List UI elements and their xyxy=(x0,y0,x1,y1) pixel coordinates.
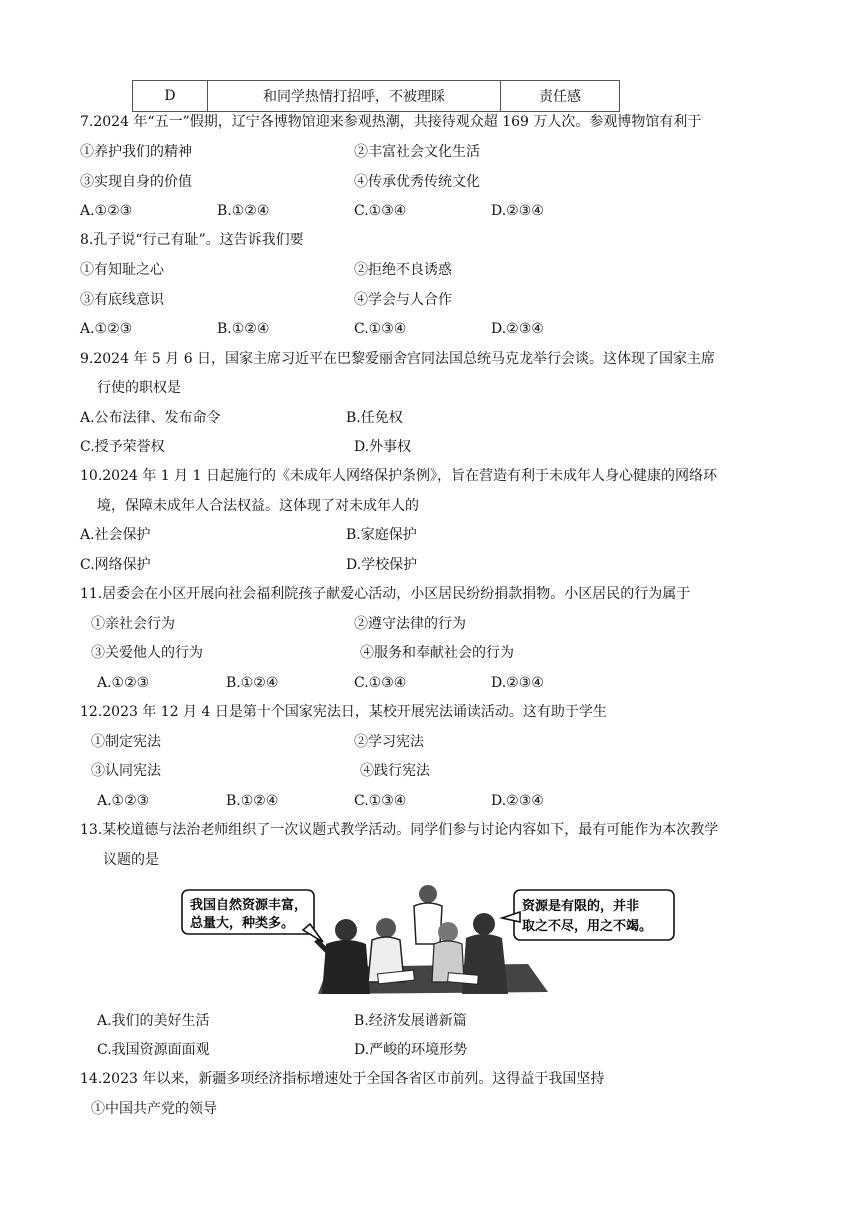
q11-opt4: ④服务和奉献社会的行为 xyxy=(360,645,514,661)
q11-choice-b[interactable]: B.①②④ xyxy=(226,675,279,691)
q8-opt3: ③有底线意识 xyxy=(80,292,164,308)
q7-choice-a[interactable]: A.①②③ xyxy=(80,203,133,219)
bubble-left-line2: 总量大，种类多。 xyxy=(190,916,295,931)
q8-choice-d[interactable]: D.②③④ xyxy=(491,321,544,337)
q9-choice-a[interactable]: A.公布法律、发布命令 xyxy=(80,410,221,426)
q7-opt4: ④传承优秀传统文化 xyxy=(354,174,480,190)
q8-choice-c[interactable]: C.①③④ xyxy=(354,321,407,337)
bubble-left-line1: 我国自然资源丰富， xyxy=(190,898,308,913)
q12-opt4: ④践行宪法 xyxy=(360,763,430,779)
q9-choice-c[interactable]: C.授予荣誉权 xyxy=(80,439,165,455)
q11-opt3: ③关爱他人的行为 xyxy=(91,645,203,661)
student-three-head xyxy=(438,922,458,942)
student-left-head xyxy=(335,919,357,941)
bubble-right-line1: 资源是有限的，并非 xyxy=(522,899,640,914)
q13-choice-b[interactable]: B.经济发展谱新篇 xyxy=(354,1013,467,1029)
q7-opt3: ③实现自身的价值 xyxy=(80,174,192,190)
q14-stem: 14.2023 年以来，新疆多项经济指标增速处于全国各省区市前列。这得益于我国坚持 xyxy=(80,1071,605,1087)
q12-opt2: ②学习宪法 xyxy=(354,734,424,750)
q7-choice-b[interactable]: B.①②④ xyxy=(217,203,270,219)
q7-stem: 7.2024 年“五一”假期，辽宁各博物馆迎来参观热潮，共接待观众超 169 万人次。参观博物馆有利于 xyxy=(80,114,702,130)
q13-choice-a[interactable]: A.我们的美好生活 xyxy=(97,1013,210,1029)
q8-stem: 8.孔子说“行己有耻”。这告诉我们要 xyxy=(80,232,304,248)
student-right-head xyxy=(473,913,495,935)
q12-opt1: ①制定宪法 xyxy=(91,734,161,750)
q13-choice-d[interactable]: D.严峻的环境形势 xyxy=(354,1042,468,1058)
discussion-illustration xyxy=(178,882,690,997)
q11-opt1: ①亲社会行为 xyxy=(91,616,175,632)
table-cell-option: D xyxy=(133,81,208,112)
table-cell-content: 和同学热情打招呼，不被理睬 xyxy=(208,81,501,112)
q12-choice-d[interactable]: D.②③④ xyxy=(491,793,544,809)
q8-choice-a[interactable]: A.①②③ xyxy=(80,321,133,337)
q11-choice-a[interactable]: A.①②③ xyxy=(97,675,150,691)
q10-choice-c[interactable]: C.网络保护 xyxy=(80,557,151,573)
q13-stem-line2: 议题的是 xyxy=(103,852,159,868)
q11-choice-c[interactable]: C.①③④ xyxy=(354,675,407,691)
q8-choice-b[interactable]: B.①②④ xyxy=(217,321,270,337)
q12-choice-c[interactable]: C.①③④ xyxy=(354,793,407,809)
bubble-right-line2: 取之不尽，用之不竭。 xyxy=(522,919,653,934)
q10-choice-a[interactable]: A.社会保护 xyxy=(80,527,151,543)
answer-table xyxy=(132,80,620,112)
q11-choice-d[interactable]: D.②③④ xyxy=(491,675,544,691)
teacher-head xyxy=(419,885,437,903)
q12-stem: 12.2023 年 12 月 4 日是第十个国家宪法日，某校开展宪法诵读活动。这有助于学生 xyxy=(80,704,607,720)
q12-choice-a[interactable]: A.①②③ xyxy=(97,793,150,809)
q11-stem: 11.居委会在小区开展向社会福利院孩子献爱心活动，小区居民纷纷捐款捐物。小区居民的行为属于 xyxy=(80,586,691,602)
q8-opt2: ②拒绝不良诱惑 xyxy=(354,262,452,278)
q14-opt1: ①中国共产党的领导 xyxy=(91,1101,217,1117)
q9-stem-line1: 9.2024 年 5 月 6 日，国家主席习近平在巴黎爱丽舍宫同法国总统马克龙举行会谈。这体现了国家主席 xyxy=(80,351,716,367)
q10-stem-line1: 10.2024 年 1 月 1 日起施行的《未成年人网络保护条例》，旨在营造有利于未成年人身心健康的网络环 xyxy=(80,468,717,484)
q8-opt1: ①有知耻之心 xyxy=(80,262,164,278)
q12-choice-b[interactable]: B.①②④ xyxy=(226,793,279,809)
q13-choice-c[interactable]: C.我国资源面面观 xyxy=(97,1042,210,1058)
q9-stem-line2: 行使的职权是 xyxy=(97,380,181,396)
table-row xyxy=(133,81,620,112)
q11-opt2: ②遵守法律的行为 xyxy=(354,616,466,632)
q9-choice-b[interactable]: B.任免权 xyxy=(346,410,403,426)
q12-opt3: ③认同宪法 xyxy=(91,763,161,779)
q10-choice-b[interactable]: B.家庭保护 xyxy=(346,527,417,543)
q8-opt4: ④学会与人合作 xyxy=(354,292,452,308)
students-discussion-figure xyxy=(178,882,690,997)
q7-choice-c[interactable]: C.①③④ xyxy=(354,203,407,219)
table-cell-quality: 责任感 xyxy=(501,81,620,112)
q7-choice-d[interactable]: D.②③④ xyxy=(491,203,544,219)
q7-opt1: ①养护我们的精神 xyxy=(80,144,192,160)
student-two-head xyxy=(376,918,396,938)
q10-stem-line2: 境，保障未成年人合法权益。这体现了对未成年人的 xyxy=(97,498,419,514)
q9-choice-d[interactable]: D.外事权 xyxy=(354,439,412,455)
q13-stem-line1: 13.某校道德与法治老师组织了一次议题式教学活动。同学们参与讨论内容如下，最有可能作为本次教学 xyxy=(80,822,719,838)
q10-choice-d[interactable]: D.学校保护 xyxy=(346,557,418,573)
q7-opt2: ②丰富社会文化生活 xyxy=(354,144,480,160)
